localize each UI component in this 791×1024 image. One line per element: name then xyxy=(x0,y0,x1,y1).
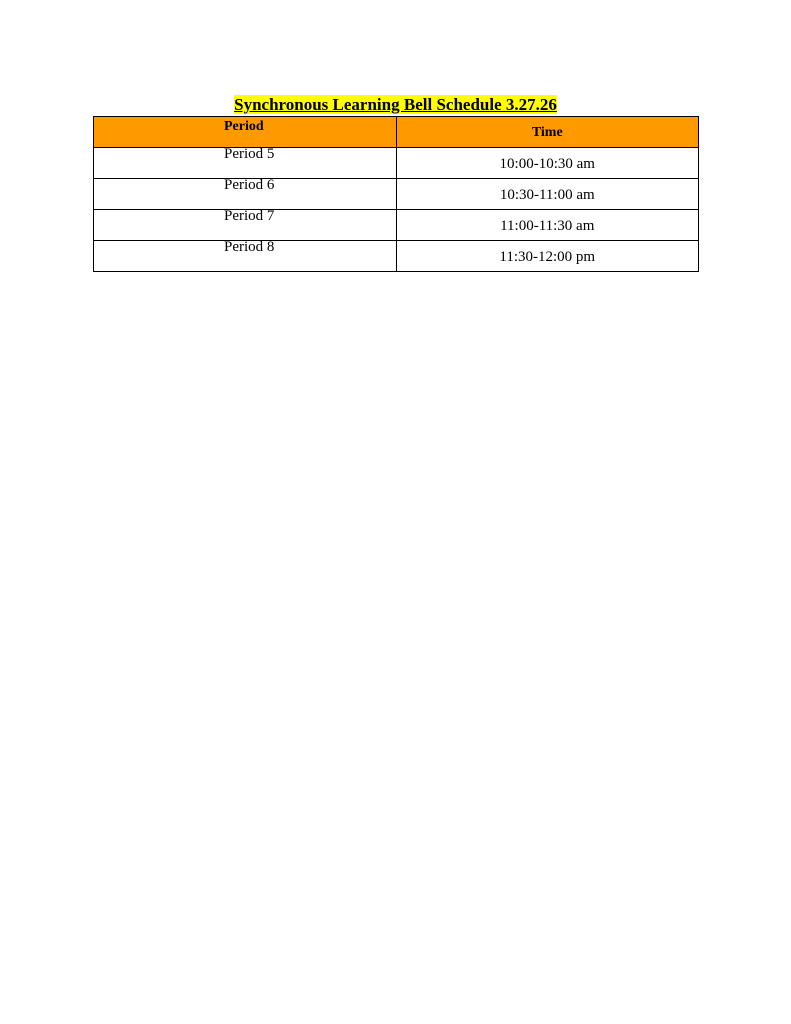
table-row xyxy=(94,148,699,179)
time-cell xyxy=(396,241,699,272)
schedule-title xyxy=(0,94,791,116)
bell-schedule-table xyxy=(93,116,699,272)
time-label: 10:00-10:30 am xyxy=(499,156,595,172)
period-cell xyxy=(94,148,397,179)
time-cell xyxy=(396,148,699,179)
time-header-label: Time xyxy=(531,125,563,140)
period-column-header xyxy=(94,117,397,148)
table-header xyxy=(94,117,699,148)
table-row xyxy=(94,241,699,272)
period-label: Period 7 xyxy=(224,208,275,224)
table-row xyxy=(94,210,699,241)
time-cell xyxy=(396,210,699,241)
period-cell xyxy=(94,179,397,210)
period-label: Period 6 xyxy=(224,177,275,193)
time-label: 10:30-11:00 am xyxy=(499,187,595,203)
table-row xyxy=(94,179,699,210)
period-label: Period 8 xyxy=(224,239,275,255)
table-body xyxy=(94,148,699,272)
header-row xyxy=(94,117,699,148)
time-label: 11:00-11:30 am xyxy=(500,218,595,234)
time-label: 11:30-12:00 pm xyxy=(499,249,596,265)
period-label: Period 5 xyxy=(224,146,275,162)
period-cell xyxy=(94,210,397,241)
period-cell xyxy=(94,241,397,272)
time-cell xyxy=(396,179,699,210)
period-header-label: Period xyxy=(224,119,264,134)
schedule-title-text: Synchronous Learning Bell Schedule 3.27.26 xyxy=(234,95,557,114)
time-column-header xyxy=(396,117,699,148)
